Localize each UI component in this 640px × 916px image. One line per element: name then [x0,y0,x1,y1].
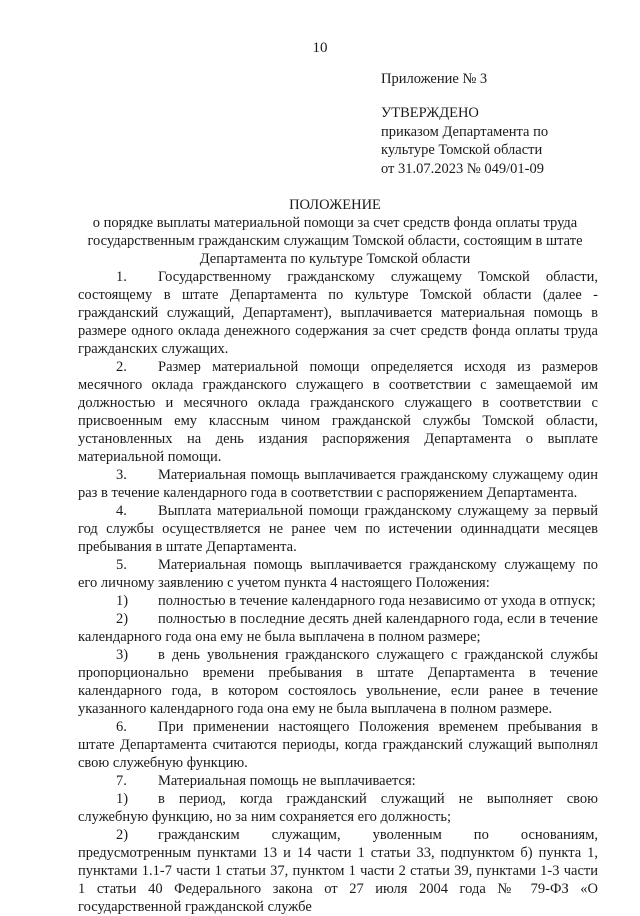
paragraph-text: Материальная помощь не выплачивается: [158,773,416,789]
paragraph-text: Материальная помощь выплачивается гражданскому служащему один раз в течение календарного года в соответствии с распоряжением Департамента. [78,467,598,501]
paragraph-text: Государственному гражданскому служащему Томской области, состоящему в штате Департамента по культуре Томской области (далее - гражданский служащий, Департамент), выплачивается материальная помощь в размере одного оклада денежного содержания за счет средств фонда оплаты труда гражданских служащих. [78,269,598,357]
paragraph-text: полностью в течение календарного года независимо от ухода в отпуск; [158,593,596,609]
document-title [70,196,600,268]
paragraph-number: 5. [116,557,127,573]
paragraph-number: 1. [116,269,127,285]
subparagraph [78,592,598,610]
subparagraph [78,790,598,826]
paragraph-text: При применении настоящего Положения временем пребывания в штате Департамента считаются периоды, когда гражданский служащий выполнял свою служебную функцию. [78,719,598,771]
page-number: 10 [312,40,328,56]
approval-line-2: культуре Томской области [381,142,543,158]
paragraph [78,466,598,502]
document-body [78,268,598,916]
approval-heading: УТВЕРЖДЕНО [381,105,479,121]
title-subtitle: о порядке выплаты материальной помощи за счет средств фонда оплаты труда государственным гражданским служащим Томской области, состоящим в штате Департамента по культуре Томской области [87,215,583,267]
paragraph-text: Размер материальной помощи определяется исходя из размеров месячного оклада гражданского служащего в соответствии с замещаемой им должностью и месячного оклада гражданского служащего в соответствии с присвоенным ему классным чином гражданской службы Томской области, установленных на день издания распоряжения Департамента о выплате материальной помощи. [78,359,598,465]
paragraph [78,358,598,466]
title-heading: ПОЛОЖЕНИЕ [289,197,381,213]
paragraph-text: полностью в последние десять дней календарного года, если в течение календарного года она ему не была выплачена в полном размере; [78,611,598,645]
subparagraph [78,646,598,718]
appendix-label: Приложение № 3 [381,71,488,87]
paragraph-number: 2) [116,827,129,843]
paragraph-number: 7. [116,773,127,789]
paragraph-number: 2. [116,359,127,375]
paragraph-number: 1) [116,593,129,609]
approval-block [381,104,548,178]
paragraph-text: Выплата материальной помощи гражданскому служащему за первый год службы осуществляется не ранее чем по истечении одиннадцати месяцев пребывания в штате Департамента. [78,503,598,555]
subparagraph [78,826,598,916]
paragraph-number: 3) [116,647,129,663]
paragraph-number: 2) [116,611,129,627]
paragraph-text: гражданским служащим, уволенным по основаниям, предусмотренным пунктами 13 и 14 части 1 статьи 33, подпунктом б) пункта 1, пунктами 1.1-7 части 1 статьи 37, пунктом 1 части 2 статьи 39, пунктами 1-3 части 1 статьи 40 Федерального закона от 27 июля 2004 года № 79-ФЗ «О государственной гражданской службе [78,827,598,915]
approval-line-3: от 31.07.2023 № 049/01-09 [381,160,544,177]
paragraph-text: в день увольнения гражданского служащего с гражданской службы пропорционально времени пребывания в штате Департамента в течение календарного года, в котором состоялось увольнение, если ранее в течение указанного календарного года она ему не была выплачена в полном размере. [78,647,598,717]
paragraph [78,772,598,790]
paragraph [78,718,598,772]
paragraph-number: 4. [116,503,127,519]
paragraph [78,268,598,358]
paragraph [78,502,598,556]
paragraph-text: в период, когда гражданский служащий не выполняет свою служебную функцию, но за ним сохраняется его должность; [78,791,598,825]
paragraph-number: 1) [116,791,129,807]
subparagraph [78,610,598,646]
paragraph-number: 3. [116,467,127,483]
paragraph [78,556,598,592]
paragraph-text: Материальная помощь выплачивается гражданскому служащему по его личному заявлению с учетом пункта 4 настоящего Положения: [78,557,598,591]
approval-line-1: приказом Департамента по [381,123,549,140]
paragraph-number: 6. [116,719,127,735]
